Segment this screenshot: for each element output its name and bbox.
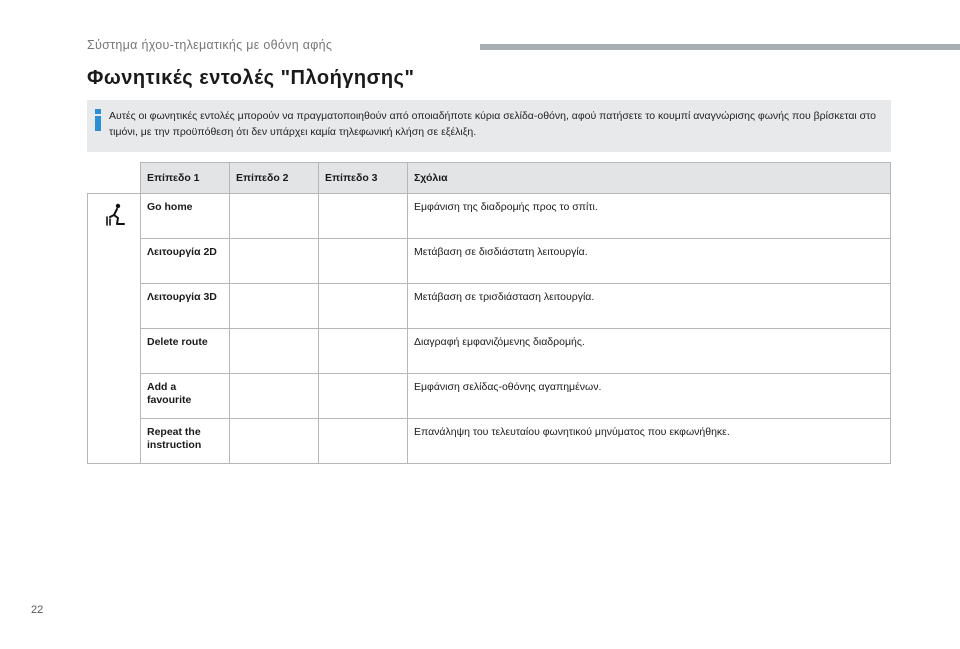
info-box <box>87 100 891 152</box>
table-row <box>88 239 891 284</box>
level3-cell <box>319 374 408 419</box>
command-label: Delete route <box>147 336 208 348</box>
comment-text: Διαγραφή εμφανιζόμενης διαδρομής. <box>414 336 585 348</box>
level2-cell <box>230 374 319 419</box>
comment-text: Μετάβαση σε τρισδιάσταση λειτουργία. <box>414 291 595 303</box>
comment-text: Εμφάνιση σελίδας-οθόνης αγαπημένων. <box>414 381 602 393</box>
level2-cell <box>230 239 319 284</box>
command-label: Add a favourite <box>147 381 192 406</box>
comment-text: Επανάληψη του τελευταίου φωνητικού μηνύματος που εκφωνήθηκε. <box>414 426 730 438</box>
comment-cell <box>408 194 891 239</box>
level2-cell <box>230 284 319 329</box>
column-header-level2: Επίπεδο 2 <box>230 163 319 194</box>
table-row <box>88 194 891 239</box>
level3-cell <box>319 239 408 284</box>
level3-cell <box>319 419 408 464</box>
command-label: Go home <box>147 201 193 213</box>
comment-cell <box>408 374 891 419</box>
icon-cell <box>88 194 141 464</box>
header-bar <box>480 44 960 50</box>
level2-cell <box>230 419 319 464</box>
icon-column-header <box>88 163 141 194</box>
level1-cell <box>141 329 230 374</box>
page-number: 22 <box>31 604 44 616</box>
page-title: Φωνητικές εντολές "Πλοήγησης" <box>87 67 415 89</box>
table-row <box>88 329 891 374</box>
level3-cell <box>319 329 408 374</box>
level2-cell <box>230 194 319 239</box>
level1-cell <box>141 194 230 239</box>
column-header-level3: Επίπεδο 3 <box>319 163 408 194</box>
comment-text: Μετάβαση σε δισδιάστατη λειτουργία. <box>414 246 588 258</box>
command-label: Λειτουργία 3D <box>147 291 217 303</box>
level2-cell <box>230 329 319 374</box>
comment-cell <box>408 239 891 284</box>
table-header-row <box>88 163 891 194</box>
info-icon <box>95 109 101 131</box>
info-text: Αυτές οι φωνητικές εντολές μπορούν να πραγματοποιηθούν από οποιαδήποτε κύρια σελίδα-οθόνη, αφού πατήσετε το κουμπί αναγνώρισης φωνής που βρίσκεται στο τιμόνι, με την προϋπόθεση ότι δεν υπάρχει καμία τηλεφωνική κλήση σε εξέλιξη. <box>109 110 876 138</box>
table-row <box>88 419 891 464</box>
level3-cell <box>319 194 408 239</box>
voice-commands-table <box>87 162 891 464</box>
level1-cell <box>141 239 230 284</box>
command-label: Λειτουργία 2D <box>147 246 217 258</box>
level3-cell <box>319 284 408 329</box>
section-header-title: Σύστημα ήχου-τηλεματικής με οθόνη αφής <box>87 38 333 52</box>
table-row <box>88 284 891 329</box>
column-header-comments: Σχόλια <box>408 163 891 194</box>
voice-command-icon <box>103 203 127 227</box>
level1-cell <box>141 419 230 464</box>
comment-text: Εμφάνιση της διαδρομής προς το σπίτι. <box>414 201 598 213</box>
comment-cell <box>408 284 891 329</box>
comment-cell <box>408 419 891 464</box>
level1-cell <box>141 284 230 329</box>
level1-cell <box>141 374 230 419</box>
comment-cell <box>408 329 891 374</box>
command-label: Repeat the instruction <box>147 426 202 451</box>
table-row <box>88 374 891 419</box>
column-header-level1: Επίπεδο 1 <box>141 163 230 194</box>
